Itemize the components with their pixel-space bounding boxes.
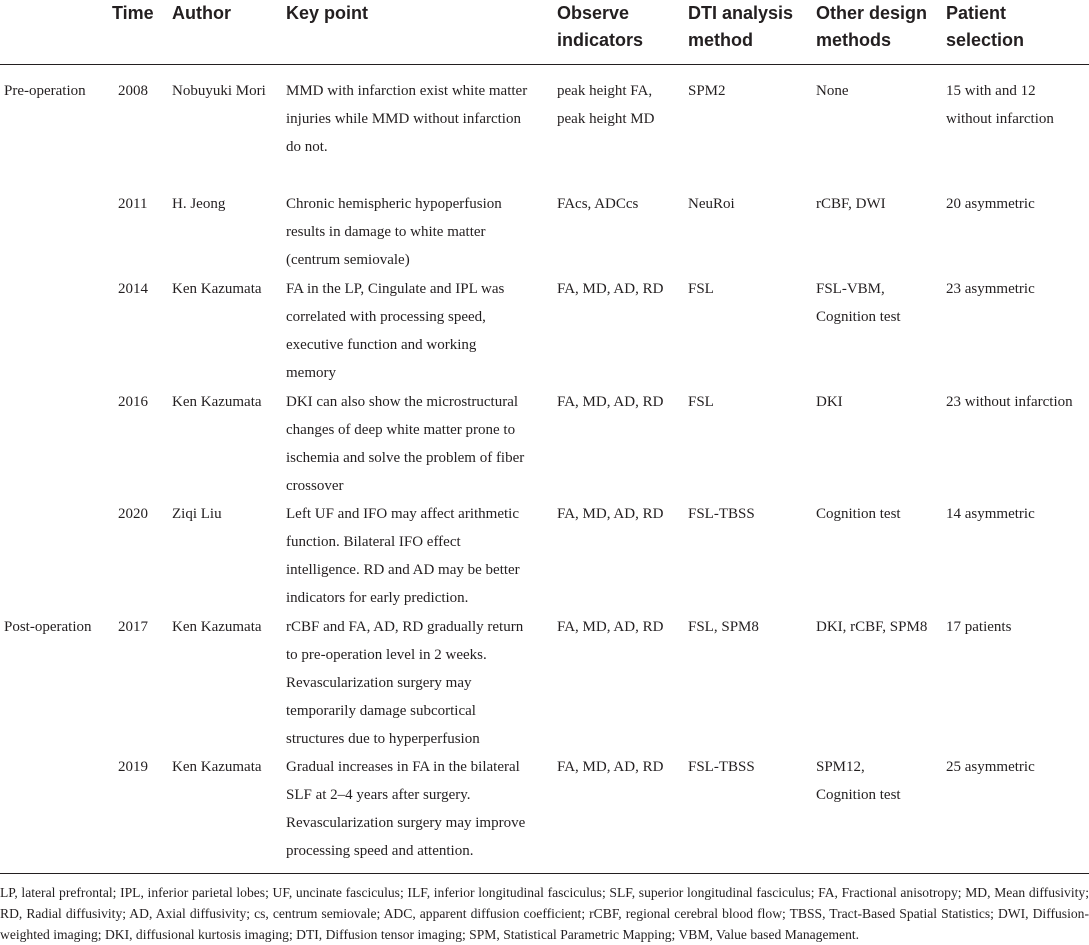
cell-key-point: Chronic hemispheric hypoperfusion results in damage to white matter (centrum semiovale) — [286, 196, 502, 268]
cell-patient: 25 asymmetric — [946, 759, 1035, 775]
cell-author: Ziqi Liu — [172, 506, 222, 522]
header-author: Author — [172, 3, 231, 23]
footer-rule — [0, 873, 1089, 874]
cell-group: Post-operation — [4, 619, 92, 635]
cell-time: 2014 — [118, 281, 148, 297]
cell-patient: 15 with and 12 without infarction — [946, 83, 1054, 127]
cell-author: Nobuyuki Mori — [172, 83, 266, 99]
cell-author: Ken Kazumata — [172, 394, 262, 410]
cell-dti: FSL-TBSS — [688, 759, 755, 775]
cell-dti: SPM2 — [688, 83, 726, 99]
cell-author: Ken Kazumata — [172, 281, 262, 297]
cell-key-point: FA in the LP, Cingulate and IPL was correlated with processing speed, executive function and working memory — [286, 281, 505, 381]
cell-other: DKI, rCBF, SPM8 — [816, 619, 928, 635]
cell-observe: FA, MD, AD, RD — [557, 619, 664, 635]
cell-patient: 23 without infarction — [946, 394, 1073, 410]
cell-key-point: MMD with infarction exist white matter injuries while MMD without infarction do not. — [286, 83, 528, 155]
cell-observe: peak height FA, peak height MD — [557, 83, 655, 127]
cell-key-point: Left UF and IFO may affect arithmetic function. Bilateral IFO effect intelligence. RD and AD may be better indicators for early prediction. — [286, 506, 520, 606]
cell-observe: FA, MD, AD, RD — [557, 759, 664, 775]
cell-patient: 17 patients — [946, 619, 1012, 635]
cell-observe: FA, MD, AD, RD — [557, 506, 664, 522]
cell-other: rCBF, DWI — [816, 196, 886, 212]
cell-author: Ken Kazumata — [172, 619, 262, 635]
cell-dti: FSL-TBSS — [688, 506, 755, 522]
header-rule — [0, 64, 1089, 65]
cell-time: 2011 — [118, 196, 148, 212]
cell-patient: 14 asymmetric — [946, 506, 1035, 522]
cell-other: Cognition test — [816, 506, 901, 522]
cell-time: 2017 — [118, 619, 148, 635]
cell-time: 2020 — [118, 506, 148, 522]
cell-time: 2008 — [118, 83, 148, 99]
cell-dti: NeuRoi — [688, 196, 735, 212]
cell-dti: FSL — [688, 394, 714, 410]
cell-key-point: DKI can also show the microstructural changes of deep white matter prone to ischemia and solve the problem of fiber crossover — [286, 394, 525, 494]
cell-author: Ken Kazumata — [172, 759, 262, 775]
cell-time: 2019 — [118, 759, 148, 775]
cell-observe: FA, MD, AD, RD — [557, 281, 664, 297]
cell-dti: FSL — [688, 281, 714, 297]
cell-observe: FAcs, ADCcs — [557, 196, 639, 212]
cell-patient: 23 asymmetric — [946, 281, 1035, 297]
cell-observe: FA, MD, AD, RD — [557, 394, 664, 410]
header-observe-indicators: Observe indicators — [557, 3, 644, 50]
header-key-point: Key point — [286, 3, 369, 23]
cell-group: Pre-operation — [4, 83, 86, 99]
cell-other: SPM12, Cognition test — [816, 759, 901, 803]
header-patient-selection: Patient selection — [946, 3, 1025, 50]
cell-other: DKI — [816, 394, 843, 410]
cell-other: None — [816, 83, 849, 99]
cell-key-point: Gradual increases in FA in the bilateral SLF at 2–4 years after surgery. Revascularization surgery may improve processing speed and attention. — [286, 759, 526, 859]
cell-author: H. Jeong — [172, 196, 226, 212]
cell-other: FSL-VBM, Cognition test — [816, 281, 901, 325]
header-time: Time — [112, 3, 154, 23]
cell-dti: FSL, SPM8 — [688, 619, 759, 635]
cell-key-point: rCBF and FA, AD, RD gradually return to pre-operation level in 2 weeks. Revascularization surgery may temporarily damage subcortical structures due to hyperperfusion — [286, 619, 524, 747]
header-other-design-methods: Other design methods — [816, 3, 928, 50]
table-header — [0, 0, 1089, 64]
table-footnote: LP, lateral prefrontal; IPL, inferior parietal lobes; UF, uncinate fasciculus; ILF, inferior longitudinal fasciculus; SLF, superior longitudinal fasciculus; FA, Fractional anisotropy; MD, Mean diffusivity; RD, Radial diffusivity; AD, Axial diffusivity; cs, centrum semiovale; ADC, apparent diffusion coefficient; rCBF, regional cerebral blood flow; TBSS, Tract-Based Spatial Statistics; DWI, Diffusion-weighted imaging; DKI, diffusional kurtosis imaging; DTI, Diffusion tensor imaging; SPM, Statistical Parametric Mapping; VBM, Value based Management. — [0, 885, 1089, 942]
header-dti-analysis-method: DTI analysis method — [688, 3, 794, 50]
cell-time: 2016 — [118, 394, 148, 410]
cell-patient: 20 asymmetric — [946, 196, 1035, 212]
